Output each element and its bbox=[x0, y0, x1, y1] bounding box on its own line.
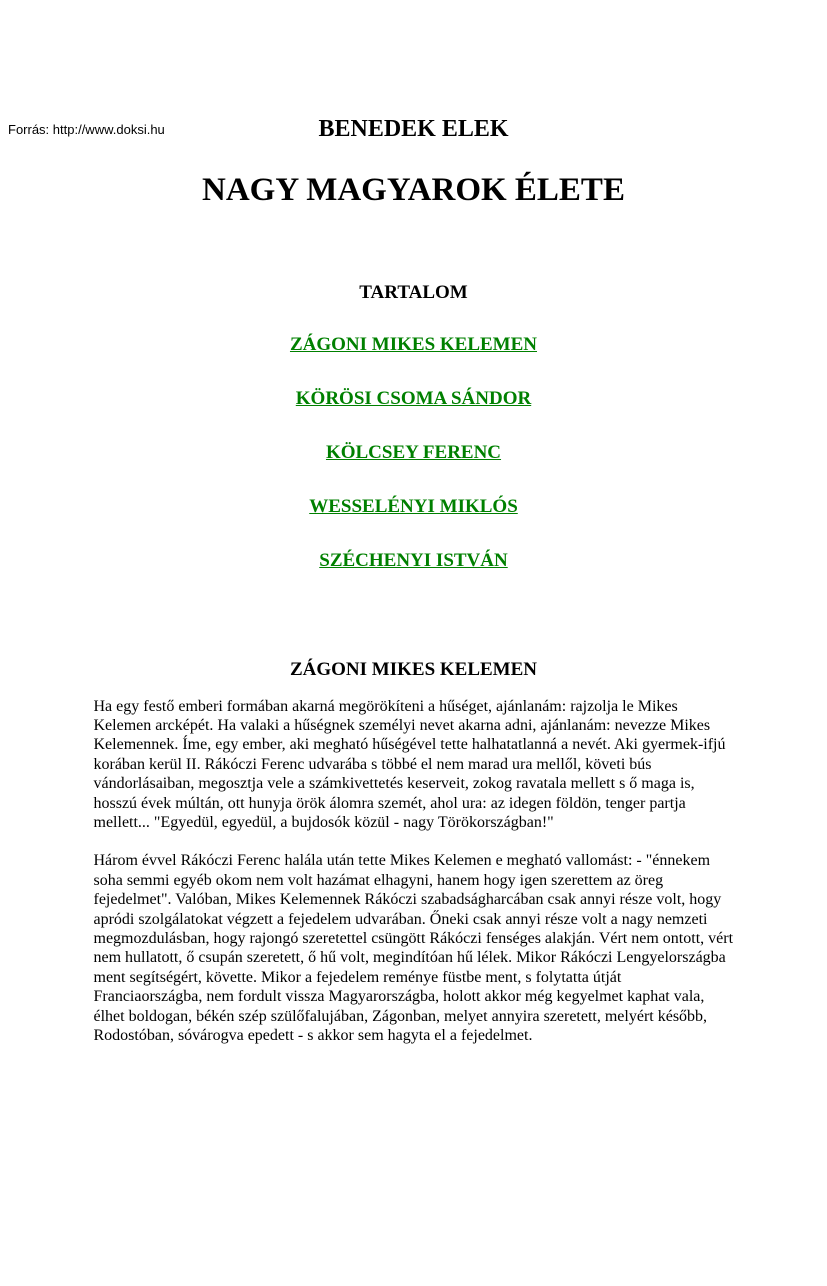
toc-link-korosi-csoma-sandor[interactable]: KÖRÖSI CSOMA SÁNDOR bbox=[295, 387, 532, 409]
section-paragraph-2: Három évvel Rákóczi Ferenc halála után tette Mikes Kelemen e megható vallomást: - "énnekem soha semmi egyéb okom nem volt hazámat elhagyni, hanem hogy igen szerettem az öreg fejedelmet". Valóban, Mikes Kelemennek Rákóczi szabadságharcában csak annyi része volt, hogy apródi szolgálatokat végzett a fejedelem udvarában. Őneki csak annyi része volt a nagy nemzeti megmozdulásban, hogy rajongó szeretettel csüngött Rákóczi fenséges alakján. Vért nem ontott, vért nem hullatott, ő csupán szeretett, ő hű volt, megindítóan hű lélek. Mikor Rákóczi Lengyelországba ment segítségért, követte. Mikor a fejedelem reménye füstbe ment, s folytatta útját Franciaországba, nem fordult vissza Magyarországba, holott akkor még kegyelmet kaphat vala, élhet boldogan, békén szép szülőfalujában, Zágonban, melyet annyira szeretett, melyért később, Rodostóban, sóvárogva epedett - s akkor sem hagyta el a fejedelmet. bbox=[93, 852, 734, 1045]
book-title: NAGY MAGYAROK ÉLETE bbox=[202, 171, 625, 208]
toc-item bbox=[94, 496, 734, 519]
document-page bbox=[94, 116, 734, 1045]
section-paragraph-1: Ha egy festő emberi formában akarná megörökíteni a hűséget, ajánlanám: rajzolja le Mikes Kelemen arcképét. Ha valaki a hűségnek személyi nevet akarna adni, ajánlanám: nevezze Mikes Kelemennek. Íme, egy ember, aki megható hűségével tette halhatatlanná a nevét. Aki gyermek-ifjú korában kerül II. Rákóczi Ferenc udvarába s többé el nem marad ura mellől, követi bús vándorlásaiban, megosztja vele a számkivettetés keserveit, zokog ravatala mellett s ő maga is, hosszú évek múltán, ott hunyja örök álomra szemét, ahol ura: az idegen földön, tenger partja mellett... "Egyedül, egyedül, a bujdosók közül - nagy Törökországban!" bbox=[93, 697, 726, 831]
table-of-contents bbox=[94, 334, 734, 573]
author-heading: BENEDEK ELEK bbox=[318, 116, 509, 142]
toc-heading: TARTALOM bbox=[359, 281, 468, 303]
section-heading: ZÁGONI MIKES KELEMEN bbox=[289, 658, 538, 680]
toc-item bbox=[94, 334, 734, 357]
toc-link-szechenyi-istvan[interactable]: SZÉCHENYI ISTVÁN bbox=[319, 549, 508, 571]
toc-item bbox=[94, 388, 734, 411]
source-url-label: Forrás: http://www.doksi.hu bbox=[8, 122, 165, 137]
toc-link-zagoni-mikes-kelemen[interactable]: ZÁGONI MIKES KELEMEN bbox=[289, 333, 538, 355]
toc-item bbox=[94, 442, 734, 465]
toc-link-kolcsey-ferenc[interactable]: KÖLCSEY FERENC bbox=[325, 441, 502, 463]
toc-link-wesselenyi-miklos[interactable]: WESSELÉNYI MIKLÓS bbox=[309, 495, 518, 517]
toc-item bbox=[94, 550, 734, 573]
